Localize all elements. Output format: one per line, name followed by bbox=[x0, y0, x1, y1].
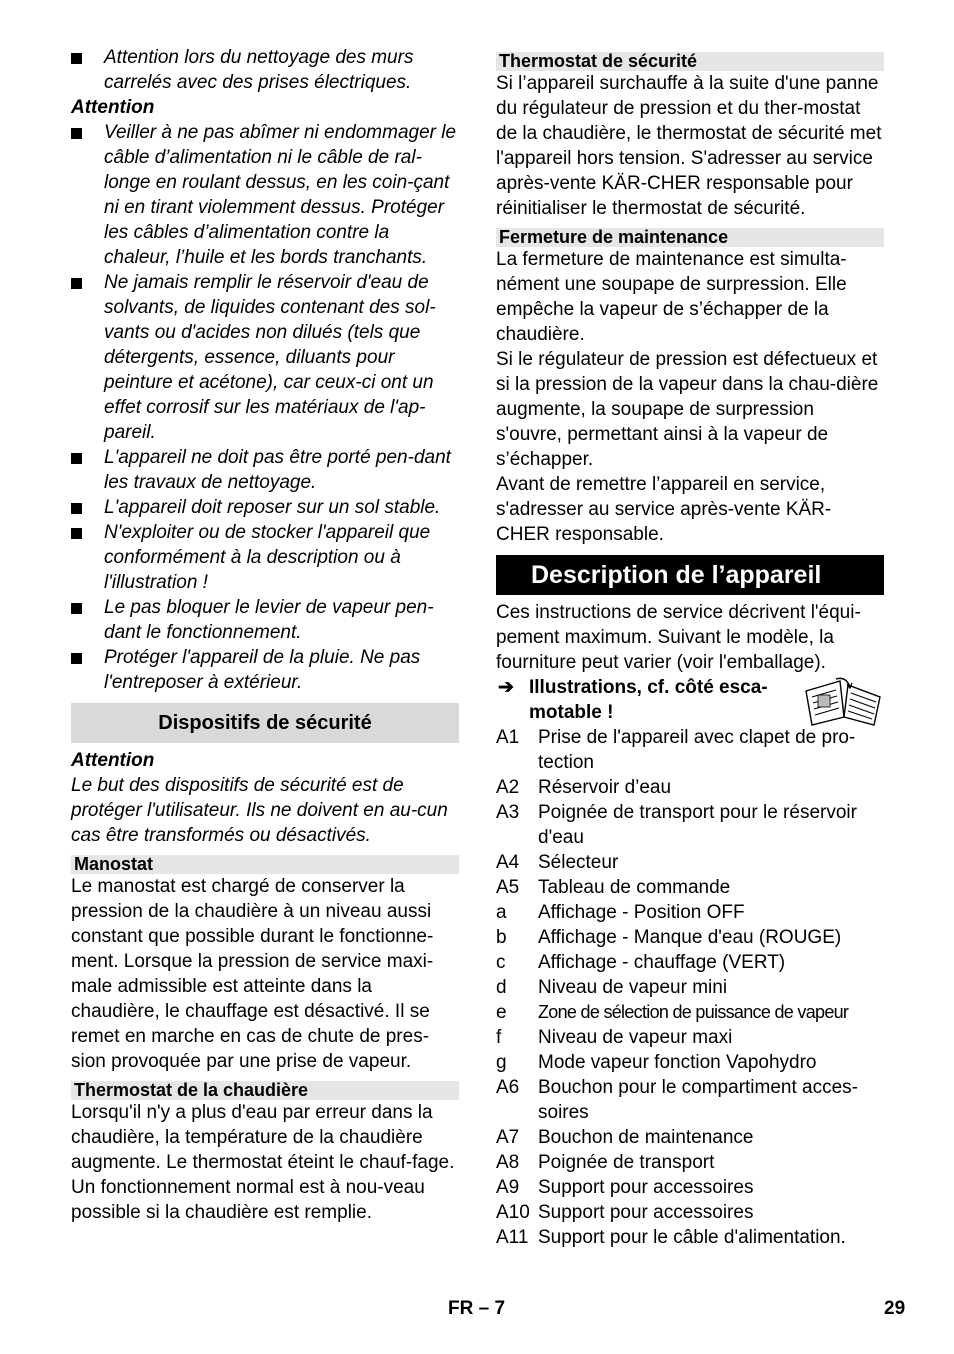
list-item bbox=[496, 725, 884, 775]
bullet-item bbox=[71, 45, 459, 95]
list-item bbox=[496, 875, 884, 900]
maintenance-paragraph-2: Si le régulateur de pression est défectueux et si la pression de la vapeur dans la chau-dière augmente, la soupape de surpression s'ouvre, permettant ainsi à la vapeur de s’échapper. bbox=[496, 349, 879, 470]
square-bullet-icon bbox=[71, 503, 82, 514]
left-column bbox=[71, 45, 459, 1225]
list-item bbox=[496, 1050, 884, 1075]
item-label: Bouchon pour le compartiment acces-soires bbox=[538, 1077, 858, 1123]
attention-text: Le but des dispositifs de sécurité est de protéger l'utilisateur. Ils ne doivent en au-cun cas être transformés ou désactivés. bbox=[71, 775, 448, 846]
section-title-description: Description de l’appareil bbox=[496, 555, 884, 595]
item-label: Affichage - Position OFF bbox=[538, 902, 745, 923]
item-label: Mode vapeur fonction Vapohydro bbox=[538, 1052, 817, 1073]
square-bullet-icon bbox=[71, 653, 82, 664]
subheading-manostat: Manostat bbox=[71, 855, 459, 874]
item-label: Support pour le câble d'alimentation. bbox=[538, 1227, 846, 1248]
component-list bbox=[496, 725, 884, 1250]
item-key: A5 bbox=[496, 877, 520, 898]
list-item bbox=[496, 1225, 884, 1250]
item-label: Niveau de vapeur maxi bbox=[538, 1027, 733, 1048]
list-item bbox=[496, 1175, 884, 1200]
page-section-label: FR – 7 bbox=[448, 1298, 506, 1319]
square-bullet-icon bbox=[71, 603, 82, 614]
attention-heading: Attention bbox=[71, 97, 155, 118]
page-number: 29 bbox=[884, 1298, 906, 1319]
list-item bbox=[496, 1200, 884, 1225]
list-item bbox=[496, 1025, 884, 1050]
item-key: A11 bbox=[496, 1227, 529, 1248]
subheading-fermeture-maintenance: Fermeture de maintenance bbox=[496, 228, 884, 247]
bullet-text: N'exploiter ou de stocker l'appareil que conformément à la description ou à l'illustration ! bbox=[104, 522, 431, 593]
item-key: A6 bbox=[496, 1077, 520, 1098]
list-item bbox=[496, 950, 884, 975]
item-key: A9 bbox=[496, 1177, 520, 1198]
item-label: Support pour accessoires bbox=[538, 1202, 754, 1223]
item-key: f bbox=[496, 1027, 502, 1048]
item-label: Zone de sélection de puissance de vapeur bbox=[538, 1002, 849, 1022]
bullet-item bbox=[71, 645, 459, 695]
square-bullet-icon bbox=[71, 128, 82, 139]
item-key: A3 bbox=[496, 802, 520, 823]
illustration-text: Illustrations, cf. côté esca-motable ! bbox=[529, 677, 768, 723]
list-item bbox=[496, 1125, 884, 1150]
item-label: Poignée de transport pour le réservoir d'eau bbox=[538, 802, 857, 848]
list-item bbox=[496, 800, 884, 850]
item-key: d bbox=[496, 977, 507, 998]
illustration-reference bbox=[496, 675, 796, 725]
bullet-item bbox=[71, 445, 459, 495]
item-key: g bbox=[496, 1052, 507, 1073]
list-item bbox=[496, 900, 884, 925]
item-key: c bbox=[496, 952, 506, 973]
square-bullet-icon bbox=[71, 453, 82, 464]
item-label: Sélecteur bbox=[538, 852, 619, 873]
bullet-text: Veiller à ne pas abîmer ni endommager le câble d’alimentation ni le câble de ral-longe en roulant dessus, en les coin-çant ni en tirant violemment dessus. Protéger les câbles d’alimentation contre la chaleur, l’huile et les bords tranchants. bbox=[104, 122, 457, 268]
bullet-text: Attention lors du nettoyage des murs carrelés avec des prises électriques. bbox=[104, 47, 414, 93]
item-label: Bouchon de maintenance bbox=[538, 1127, 754, 1148]
square-bullet-icon bbox=[71, 528, 82, 539]
bullet-item bbox=[71, 595, 459, 645]
bullet-text: L'appareil ne doit pas être porté pen-dant les travaux de nettoyage. bbox=[104, 447, 451, 493]
item-key: A1 bbox=[496, 727, 520, 748]
bullet-text: Protéger l'appareil de la pluie. Ne pas l'entreposer à extérieur. bbox=[104, 647, 421, 693]
item-label: Prise de l'appareil avec clapet de pro-tection bbox=[538, 727, 856, 773]
bullet-item bbox=[71, 520, 459, 595]
list-item bbox=[496, 1000, 884, 1025]
section-heading: Dispositifs de sécurité bbox=[71, 703, 459, 743]
maintenance-paragraph-1: La fermeture de maintenance est simulta-nément une soupape de surpression. Elle empêche la vapeur de s’échapper de la chaudière. bbox=[496, 249, 847, 345]
item-key: b bbox=[496, 927, 507, 948]
item-key: A8 bbox=[496, 1152, 520, 1173]
list-item bbox=[496, 925, 884, 950]
item-label: Affichage - Manque d'eau (ROUGE) bbox=[538, 927, 842, 948]
item-label: Poignée de transport bbox=[538, 1152, 715, 1173]
thermostat-paragraph: Lorsqu'il n'y a plus d'eau par erreur dans la chaudière, la température de la chaudière augmente. Le thermostat éteint le chauf-fage. Un fonctionnement normal est à nou-veau possible si la chaudière est remplie. bbox=[71, 1102, 455, 1223]
bullet-item bbox=[71, 495, 459, 520]
list-item bbox=[496, 1150, 884, 1175]
safety-paragraph: Si l’appareil surchauffe à la suite d'une panne du régulateur de pression et du ther-mostat de la chaudière, le thermostat de sécurité met l'appareil hors tension. S'adresser au service après-vente KÄR-CHER responsable pour réinitialiser le thermostat de sécurité. bbox=[496, 73, 882, 219]
attention-heading: Attention bbox=[71, 750, 155, 771]
list-item bbox=[496, 850, 884, 875]
item-label: Niveau de vapeur mini bbox=[538, 977, 728, 998]
manostat-paragraph: Le manostat est chargé de conserver la pression de la chaudière à un niveau aussi constant que possible durant le fonctionne-ment. Lorsque la pression de service maxi-male admissible est atteinte dans la chaudière, le chauffage est désactivé. Il se remet en marche en cas de chute de pres-sion provoquée par une prise de vapeur. bbox=[71, 876, 434, 1072]
bullet-list bbox=[71, 120, 459, 695]
item-label: Tableau de commande bbox=[538, 877, 731, 898]
bullet-item bbox=[71, 270, 459, 445]
bullet-text: Ne jamais remplir le réservoir d'eau de solvants, de liquides contenant des sol-vants ou d'acides non dilués (tels que détergents, essence, diluants pour peinture et acétone), car ceux-ci ont un effet corrosif sur les matériaux de l'ap-pareil. bbox=[104, 272, 436, 443]
square-bullet-icon bbox=[71, 53, 82, 64]
bullet-item bbox=[71, 120, 459, 270]
item-key: A2 bbox=[496, 777, 520, 798]
list-item bbox=[496, 975, 884, 1000]
subheading-thermostat-chaudiere: Thermostat de la chaudière bbox=[71, 1081, 459, 1100]
item-label: Support pour accessoires bbox=[538, 1177, 754, 1198]
bullet-text: L'appareil doit reposer sur un sol stable. bbox=[104, 497, 441, 518]
item-key: A7 bbox=[496, 1127, 520, 1148]
illustration-note bbox=[496, 675, 884, 725]
right-column bbox=[496, 45, 884, 1250]
maintenance-paragraph-3: Avant de remettre l’appareil en service, s'adresser au service après-vente KÄR-CHER responsable. bbox=[496, 474, 832, 545]
arrow-right-icon: ➔ bbox=[498, 677, 514, 698]
item-key: a bbox=[496, 902, 507, 923]
description-paragraph: Ces instructions de service décrivent l'équi-pement maximum. Suivant le modèle, la fourniture peut varier (voir l'emballage). bbox=[496, 602, 861, 673]
bullet-text: Le pas bloquer le levier de vapeur pen-dant le fonctionnement. bbox=[104, 597, 434, 643]
square-bullet-icon bbox=[71, 278, 82, 289]
item-key: A4 bbox=[496, 852, 520, 873]
list-item bbox=[496, 1075, 884, 1125]
list-item bbox=[496, 775, 884, 800]
item-label: Réservoir d’eau bbox=[538, 777, 672, 798]
item-key: A10 bbox=[496, 1202, 530, 1223]
item-key: e bbox=[496, 1002, 507, 1023]
subheading-thermostat-securite: Thermostat de sécurité bbox=[496, 52, 884, 71]
item-label: Affichage - chauffage (VERT) bbox=[538, 952, 786, 973]
foldout-book-icon bbox=[802, 677, 884, 727]
